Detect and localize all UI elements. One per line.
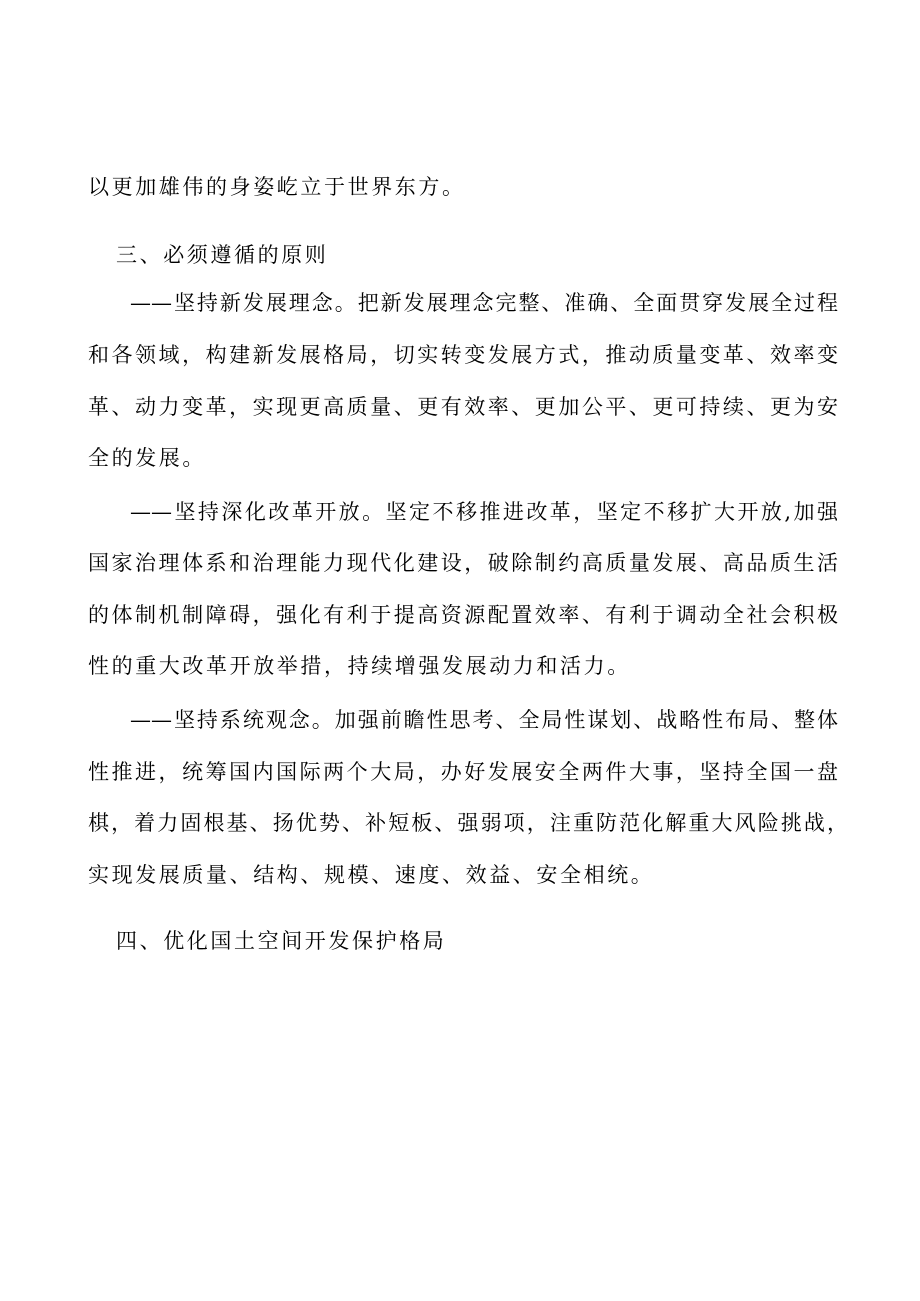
paragraph-line: 国家治理体系和治理能力现代化建设，破除制约高质量发展、高品质生活	[88, 551, 838, 575]
paragraph-line: 革、动力变革，实现更高质量、更有效率、更加公平、更可持续、更为安	[88, 395, 838, 419]
paragraph-line: 和各领域，构建新发展格局，切实转变发展方式，推动质量变革、效率变	[88, 343, 838, 367]
paragraph-line: 以更加雄伟的身姿屹立于世界东方。	[88, 175, 466, 199]
section-heading: 三、必须遵循的原则	[116, 243, 329, 267]
paragraph-line: ——坚持系统观念。加强前瞻性思考、全局性谋划、战略性布局、整体	[130, 708, 838, 732]
paragraph-line: 全的发展。	[88, 446, 206, 470]
section-heading: 四、优化国土空间开发保护格局	[116, 929, 447, 953]
paragraph-line: 实现发展质量、结构、规模、速度、效益、安全相统。	[88, 863, 655, 887]
paragraph-line: ——坚持深化改革开放。坚定不移推进改革，坚定不移扩大开放,加强	[130, 500, 838, 524]
paragraph-line: 的体制机制障碍，强化有利于提高资源配置效率、有利于调动全社会积极	[88, 603, 838, 627]
paragraph-line: 性推进，统筹国内国际两个大局，办好发展安全两件大事，坚持全国一盘	[88, 760, 838, 784]
paragraph-line: 性的重大改革开放举措，持续增强发展动力和活力。	[88, 654, 631, 678]
paragraph-line: ——坚持新发展理念。把新发展理念完整、准确、全面贯穿发展全过程	[130, 291, 838, 315]
paragraph-line: 棋，着力固根基、扬优势、补短板、强弱项，注重防范化解重大风险挑战，	[88, 811, 848, 835]
